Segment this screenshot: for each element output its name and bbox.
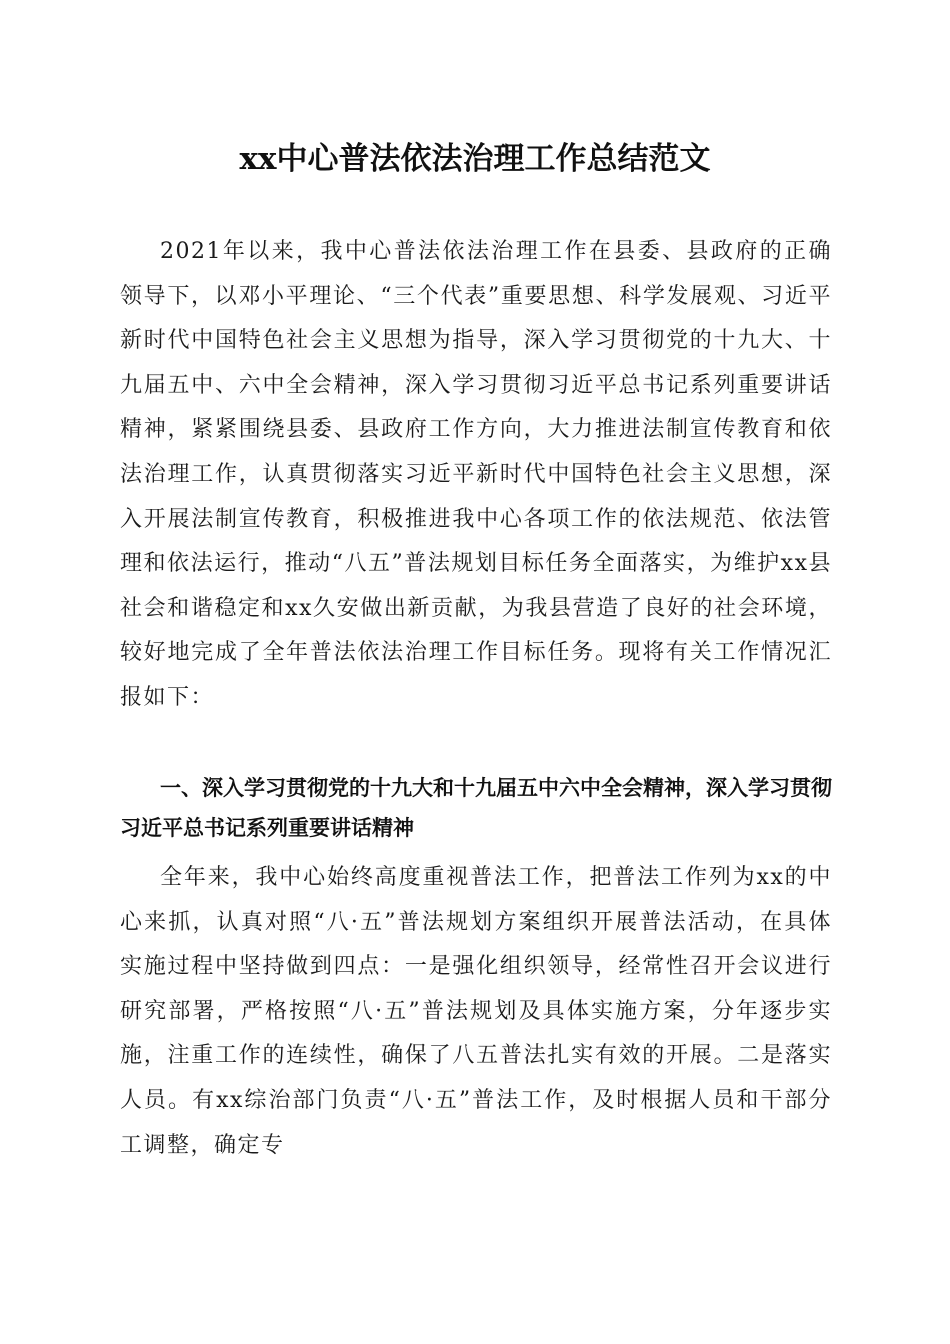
section-heading-1: 一、深入学习贯彻党的十九大和十九届五中六中全会精神，深入学习贯彻习近平总书记系列重要讲话精神 <box>120 776 832 840</box>
intro-paragraph: 2021年以来，我中心普法依法治理工作在县委、县政府的正确领导下，以邓小平理论、“三个代表”重要思想、科学发展观、习近平新时代中国特色社会主义思想为指导，深入学习贯彻党的十九大、十九届五中、六中全会精神，深入学习贯彻习近平总书记系列重要讲话精神，紧紧围绕县委、县政府工作方向，大力推进法制宣传教育和依法治理工作，认真贯彻落实习近平新时代中国特色社会主义思想，深入开展法制宣传教育，积极推进我中心各项工作的依法规范、依法管理和依法运行，推动“八五”普法规划目标任务全面落实，为维护xx县社会和谐稳定和xx久安做出新贡献，为我县营造了良好的社会环境，较好地完成了全年普法依法治理工作目标任务。现将有关工作情况汇报如下： <box>120 239 832 710</box>
section-1-paragraph: 全年来，我中心始终高度重视普法工作，把普法工作列为xx的中心来抓，认真对照“八·五”普法规划方案组织开展普法活动，在具体实施过程中坚持做到四点：一是强化组织领导，经常性召开会议进行研究部署，严格按照“八·五”普法规划及具体实施方案，分年逐步实施，注重工作的连续性，确保了八五普法扎实有效的开展。二是落实人员。有xx综治部门负责“八·五”普法工作，及时根据人员和干部分工调整，确定专 <box>120 865 832 1158</box>
document-title: xx中心普法依法治理工作总结范文 <box>239 141 711 177</box>
